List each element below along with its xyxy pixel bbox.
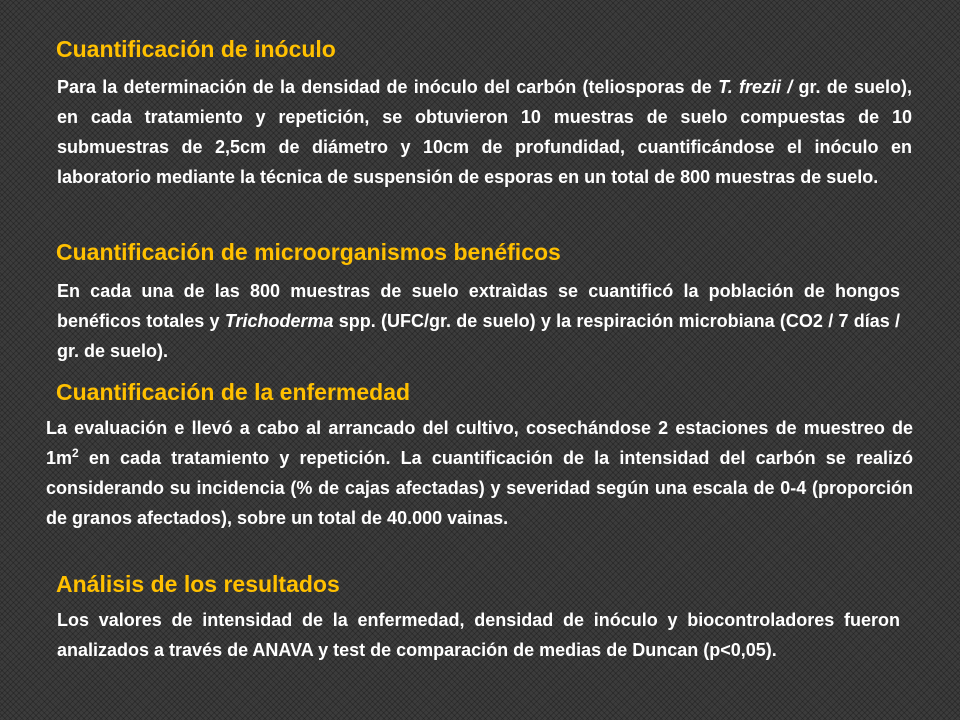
paragraph-inoculo (57, 72, 912, 192)
paragraph-inoculo-text-1: Para la determinación de la densidad de inóculo del carbón (teliosporas de (57, 77, 719, 97)
heading-inoculo: Cuantificación de inóculo (56, 36, 336, 62)
paragraph-enfermedad-text-1: La evaluación e llevó a cabo al arrancado del cultivo, cosechándose 2 estaciones de muestreo de 1m (46, 418, 913, 468)
paragraph-microorganismos-text-1: En cada una de las 800 muestras de suelo extraìdas se cuantificó la población de hongos benéficos totales y (57, 281, 900, 331)
paragraph-microorganismos (57, 276, 900, 366)
heading-analisis: Análisis de los resultados (56, 571, 340, 597)
paragraph-microorganismos-italic: Trichoderma (224, 311, 334, 331)
paragraph-microorganismos-text-2: spp. (UFC/gr. de suelo) y la respiración microbiana (CO2 / 7 días / gr. de suelo). (57, 311, 900, 361)
paragraph-enfermedad-text-2: en cada tratamiento y repetición. La cuantificación de la intensidad del carbón se realizó considerando su incidencia (% de cajas afectadas) y severidad según una escala de 0-4 (proporción de granos afectados), sobre un total de 40.000 vainas. (46, 448, 913, 528)
paragraph-inoculo-italic: T. frezii / (718, 77, 793, 97)
paragraph-analisis (57, 605, 900, 665)
heading-enfermedad: Cuantificación de la enfermedad (56, 379, 411, 405)
heading-microorganismos: Cuantificación de microorganismos benéficos (56, 239, 561, 265)
superscript-2: 2 (72, 446, 79, 460)
paragraph-enfermedad (46, 413, 913, 533)
paragraph-analisis-text: Los valores de intensidad de la enfermedad, densidad de inóculo y biocontroladores fueron analizados a través de ANAVA y test de comparación de medias de Duncan (p<0,05). (57, 610, 900, 660)
paragraph-inoculo-text-2: gr. de suelo), en cada tratamiento y repetición, se obtuvieron 10 muestras de suelo compuestas de 10 submuestras de 2,5cm de diámetro y 10cm de profundidad, cuantificándose el inóculo en laboratorio mediante la técnica de suspensión de esporas en un total de 800 muestras de suelo. (57, 77, 912, 187)
